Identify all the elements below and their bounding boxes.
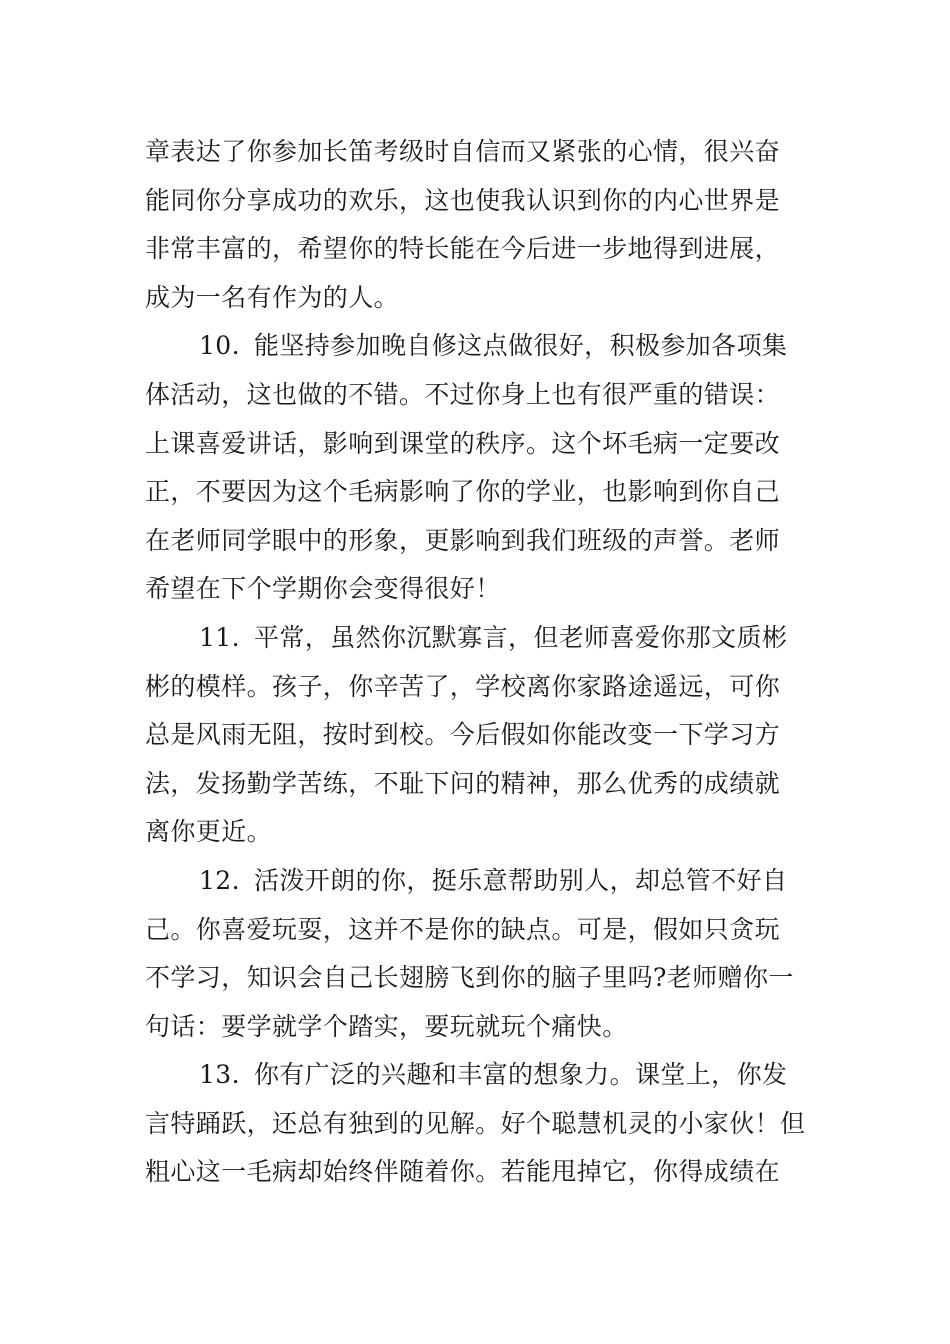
text-line [145,322,807,371]
item-number: 11. [199,622,240,652]
paragraph-13 [145,1051,807,1197]
item-number: 10. [199,331,240,361]
document-page [145,128,807,1197]
item-number: 12. [199,865,240,895]
text-line-content: 平常，虽然你沉默寡言，但老师喜爱你那文质彬 [253,622,788,652]
paragraph-continuation [145,128,807,322]
text-line: 能同你分享成功的欢乐，这也使我认识到你的内心世界是 [145,185,781,215]
text-line: 彬的模样。孩子，你辛苦了，学校离你家路途遥远，可你 [145,671,781,701]
text-line: 希望在下个学期你会变得很好！ [145,574,501,604]
text-line: 总是风雨无阻，按时到校。今后假如你能改变一下学习方 [145,720,781,750]
text-line: 不学习，知识会自己长翅膀飞到你的脑子里吗?老师赠你一 [145,963,794,993]
text-line: 体活动，这也做的不错。不过你身上也有很严重的错误： [145,379,781,409]
text-line: 粗心这一毛病却始终伴随着你。若能甩掉它，你得成绩在 [145,1157,781,1187]
text-line: 成为一名有作为的人。 [145,282,400,312]
text-line [145,1051,807,1100]
text-line: 句话：要学就学个踏实，要玩就玩个痛快。 [145,1011,628,1041]
item-number: 13. [199,1060,240,1090]
text-line [145,857,807,906]
text-line: 言特踊跃，还总有独到的见解。好个聪慧机灵的小家伙！但 [145,1108,806,1138]
text-line: 在老师同学眼中的形象，更影响到我们班级的声誉。老师 [145,525,781,555]
text-line: 离你更近。 [145,817,273,847]
text-line-content: 你有广泛的兴趣和丰富的想象力。课堂上，你发 [253,1060,788,1090]
text-line: 法，发扬勤学苦练，不耻下问的精神，那么优秀的成绩就 [145,768,781,798]
text-line [145,614,807,663]
text-line: 己。你喜爱玩耍，这并不是你的缺点。可是，假如只贪玩 [145,914,781,944]
text-line: 章表达了你参加长笛考级时自信而又紧张的心情，很兴奋 [145,137,781,166]
paragraph-10 [145,322,807,614]
text-line-content: 活泼开朗的你，挺乐意帮助别人，却总管不好自 [253,865,788,895]
text-line: 非常丰富的，希望你的特长能在今后进一步地得到进展， [145,234,781,264]
paragraph-12 [145,857,807,1051]
text-line: 正，不要因为这个毛病影响了你的学业，也影响到你自己 [145,477,781,507]
text-line-content: 能坚持参加晚自修这点做很好，积极参加各项集 [253,331,788,361]
text-line: 上课喜爱讲话，影响到课堂的秩序。这个坏毛病一定要改 [145,428,781,458]
paragraph-11 [145,614,807,857]
